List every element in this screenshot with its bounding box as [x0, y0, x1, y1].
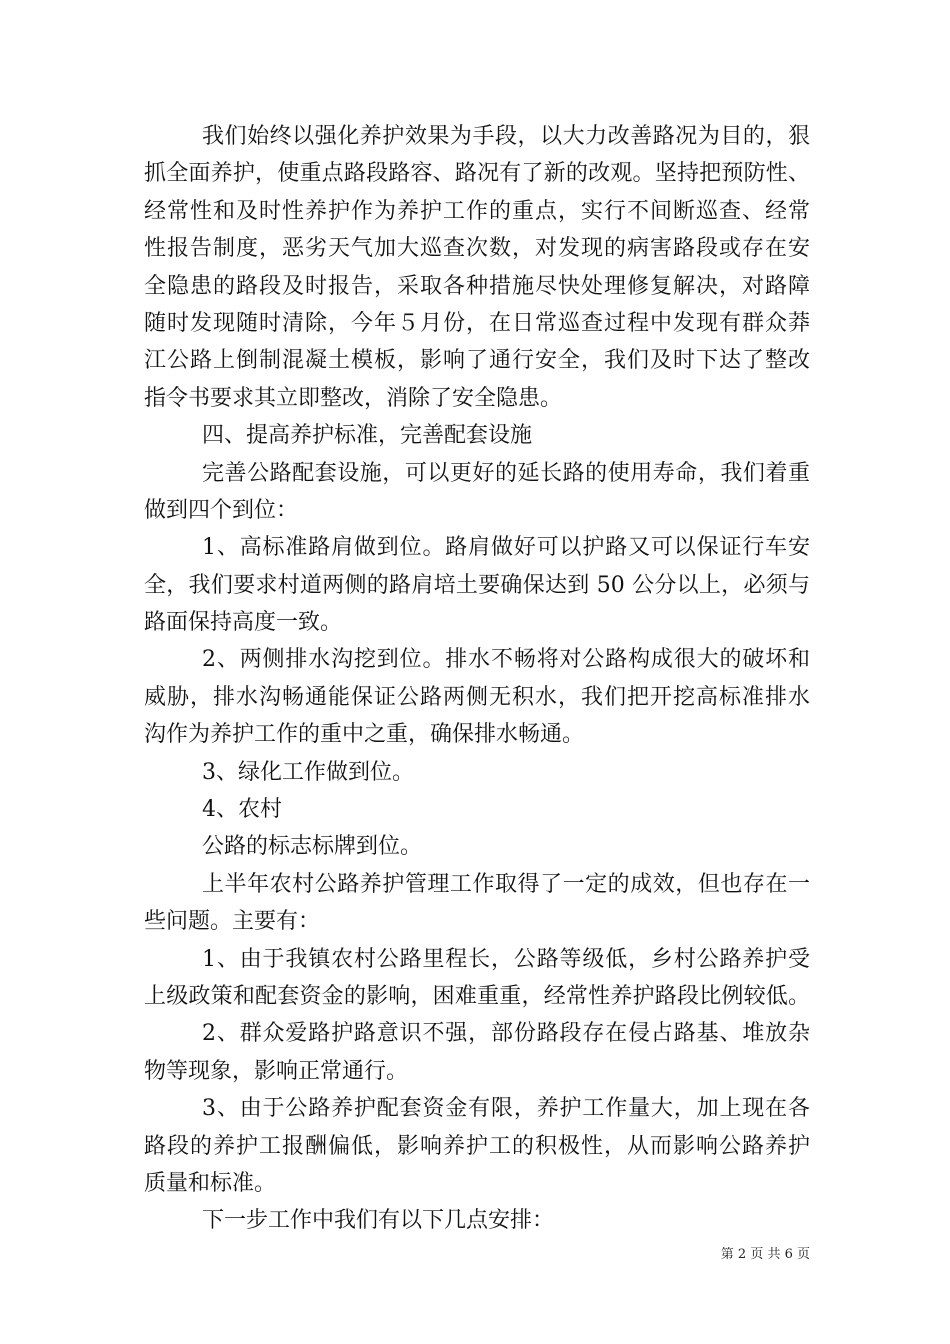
text-line: 沟作为养护工作的重中之重，确保排水畅通。: [144, 722, 585, 748]
text-line: 完善公路配套设施，可以更好的延长路的使用寿命，我们着重: [202, 460, 810, 486]
text-line: 经常性和及时性养护作为养护工作的重点，实行不间断巡查、经常: [144, 198, 810, 224]
text-line: 3、绿化工作做到位。: [202, 759, 414, 785]
document-body: [144, 118, 810, 1240]
text-line: 2、两侧排水沟挖到位。排水不畅将对公路构成很大的破坏和: [202, 647, 810, 673]
text-line: 物等现象，影响正常通行。: [144, 1058, 409, 1084]
text-line: 些问题。主要有：: [144, 909, 321, 935]
text-line: 威胁，排水沟畅通能保证公路两侧无积水，我们把开挖高标准排水: [144, 684, 810, 710]
text-line: 2、群众爱路护路意识不强，部份路段存在侵占路基、堆放杂: [202, 1021, 810, 1047]
text-line: 性报告制度，恶劣天气加大巡查次数，对发现的病害路段或存在安: [144, 236, 810, 262]
text-line: 随时发现随时清除，今年５月份，在日常巡查过程中发现有群众莽: [144, 310, 810, 336]
text-line: 指令书要求其立即整改，消除了安全隐患。: [144, 385, 563, 411]
text-line: 四、提高养护标准，完善配套设施: [202, 423, 533, 449]
text-line: 1、高标准路肩做到位。路肩做好可以护路又可以保证行车安: [202, 535, 810, 561]
text-line: 3、由于公路养护配套资金有限，养护工作量大，加上现在各: [202, 1096, 810, 1122]
text-line: 我们始终以强化养护效果为手段，以大力改善路况为目的，狠: [202, 124, 810, 149]
text-line: 质量和标准。: [144, 1170, 277, 1196]
text-line: 上级政策和配套资金的影响，困难重重，经常性养护路段比例较低。: [144, 983, 810, 1009]
text-line: 路面保持高度一致。: [144, 610, 343, 636]
text-line: 全隐患的路段及时报告，采取各种措施尽快处理修复解决，对路障: [144, 273, 810, 299]
page-number: 第 2 页 共 6 页: [720, 1247, 810, 1262]
text-line: 公路的标志标牌到位。: [202, 834, 423, 860]
text-line: 抓全面养护，使重点路段路容、路况有了新的改观。坚持把预防性、: [144, 161, 810, 187]
text-line: 下一步工作中我们有以下几点安排：: [202, 1208, 555, 1234]
text-line: 江公路上倒制混凝土模板，影响了通行安全，我们及时下达了整改: [144, 348, 810, 374]
text-line: 全，我们要求村道两侧的路肩培土要确保达到 50 公分以上，必须与: [144, 572, 810, 598]
text-line: 1、由于我镇农村公路里程长，公路等级低，乡村公路养护受: [202, 946, 810, 972]
text-line: 上半年农村公路养护管理工作取得了一定的成效，但也存在一: [202, 871, 810, 897]
text-line: 路段的养护工报酬偏低，影响养护工的积极性，从而影响公路养护: [144, 1133, 810, 1159]
text-line: 4、农村: [202, 797, 282, 823]
text-line: 做到四个到位：: [144, 497, 299, 523]
